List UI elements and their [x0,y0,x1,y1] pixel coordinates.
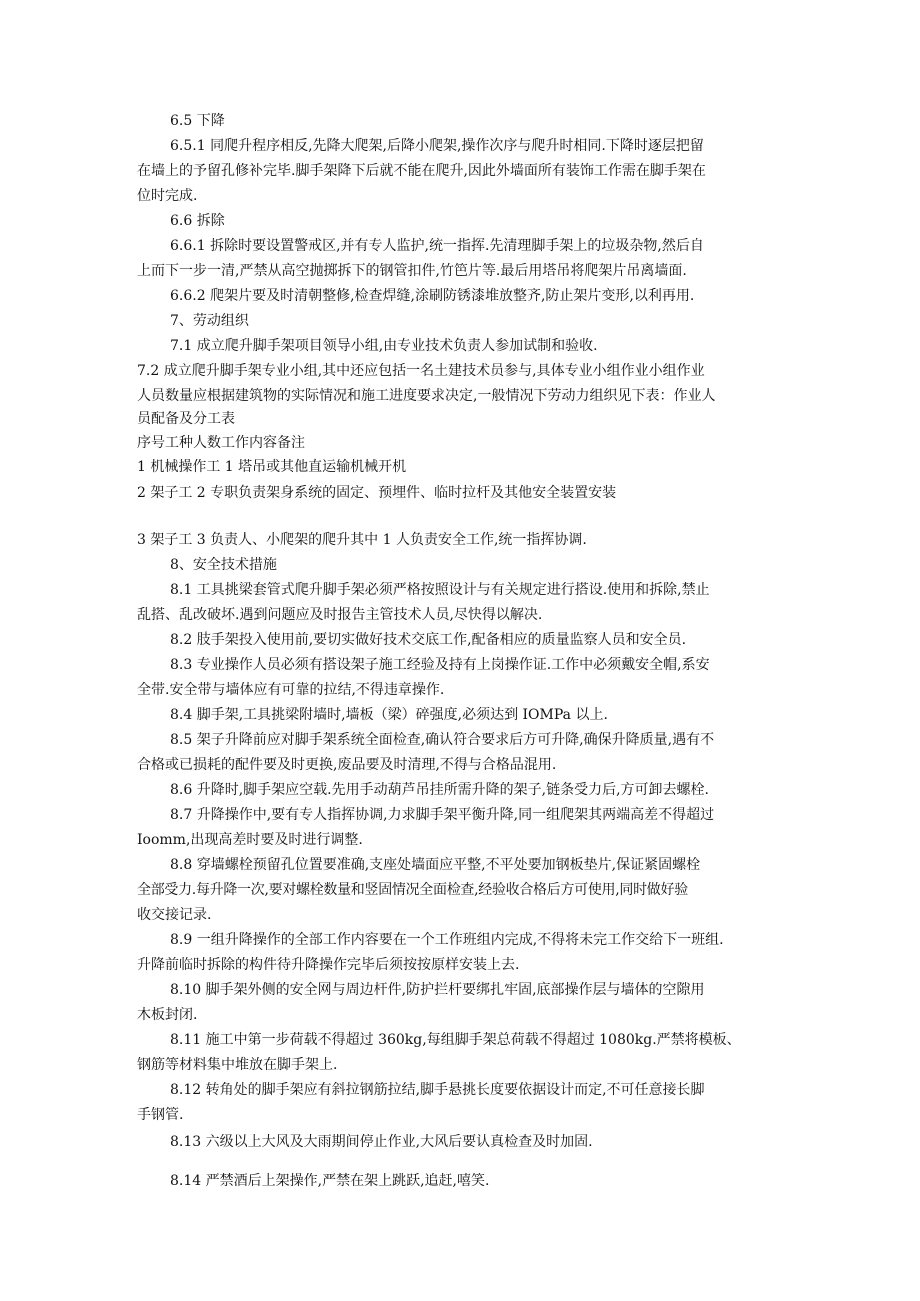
section-heading-7: 7、劳动组织 [170,313,249,329]
section-heading-6-5: 6.5 下降 [170,113,225,129]
paragraph-line: 6.6.1 拆除时要设置警戒区,并有专人监护,统一指挥.先清理脚手架上的垃圾杂物,然后自 [170,238,704,254]
paragraph-line: 8.11 施工中第一步荷载不得超过 360kg,每组脚手架总荷载不得超过 1080kg.严禁将模板、 [170,1032,741,1048]
paragraph-line: 合格或已损耗的配件要及时更换,废品要及时清理,不得与合格品混用. [137,757,557,773]
paragraph-line: Ioomm,出现高差时要及时进行调整. [137,832,363,848]
section-heading-6-6: 6.6 拆除 [170,213,225,229]
paragraph-line: 7.2 成立爬升脚手架专业小组,其中还应包括一名土建技术员参与,具体专业小组作业小组作业 [137,363,705,379]
paragraph-line: 8.12 转角处的脚手架应有斜拉钢筋拉结,脚手悬挑长度要依据设计而定,不可任意接长脚 [170,1082,705,1098]
paragraph-line: 8.4 脚手架,工具挑梁附墙时,墙板（梁）碎强度,必须达到 IOMPa 以上. [170,707,608,723]
paragraph-line: 在墙上的予留孔修补完毕.脚手架降下后就不能在爬升,因此外墙面所有装饰工作需在脚手架在 [137,163,706,179]
paragraph-line: 钢筋等材料集中堆放在脚手架上. [137,1057,338,1073]
paragraph-line: 全带.安全带与墙体应有可靠的拉结,不得违章操作. [137,682,445,698]
table-row: 3 架子工 3 负责人、小爬架的爬升其中 1 人负责安全工作,统一指挥协调. [137,532,587,548]
paragraph-line: 8.5 架子升降前应对脚手架系统全面检查,确认符合要求后方可升降,确保升降质量,遇有不 [170,732,715,748]
paragraph-line: 乱搭、乱改破坏.遇到问题应及时报告主管技术人员,尽快得以解决. [137,607,543,623]
paragraph-line: 升降前临时拆除的构件待升降操作完毕后须按按原样安装上去. [137,957,520,973]
paragraph-line: 8.13 六级以上大风及大雨期间停止作业,大风后要认真检查及时加固. [170,1134,593,1150]
paragraph-line: 手钢管. [137,1107,184,1123]
table-header-line: 序号工种人数工作内容备注 [137,435,305,451]
paragraph-line: 木板封闭. [137,1007,198,1023]
paragraph-line: 8.3 专业操作人员必须有搭设架子施工经验及持有上岗操作证.工作中必须戴安全帽,系安 [170,657,710,673]
paragraph-line: 7.1 成立爬升脚手架项目领导小组,由专业技术负责人参加试制和验收. [170,338,598,354]
paragraph-line: 8.14 严禁酒后上架操作,严禁在架上跳跃,追赶,嘻笑. [170,1173,490,1189]
paragraph-line: 8.8 穿墙螺栓预留孔位置要准确,支座处墙面应平整,不平处要加钢板垫片,保证紧固螺栓 [170,857,701,873]
table-row: 2 架子工 2 专职负责架身系统的固定、预埋件、临时拉杆及其他安全装置安装 [137,485,617,501]
paragraph-line: 8.6 升降时,脚手架应空载.先用手动葫芦吊挂所需升降的架子,链条受力后,方可卸去螺栓. [170,782,709,798]
paragraph-line: 8.7 升降操作中,要有专人指挥协调,力求脚手架平衡升降,同一组爬架其两端高差不得超过 [170,807,715,823]
paragraph-line: 员配备及分工表 [137,411,235,427]
section-heading-8: 8、安全技术措施 [170,557,277,573]
paragraph-line: 8.1 工具挑梁套管式爬升脚手架必须严格按照设计与有关规定进行搭设.使用和拆除,禁止 [170,582,710,598]
paragraph-line: 全部受力.每升降一次,要对螺栓数量和竖固情况全面检查,经验收合格后方可使用,同时做好验 [137,882,688,898]
paragraph-line: 人员数量应根据建筑物的实际情况和施工进度要求决定,一般情况下劳动力组织见下表：作业人 [137,388,716,404]
paragraph-line: 位时完成. [137,188,198,204]
paragraph-line: 上而下一步一清,严禁从高空抛掷拆下的钢管扣件,竹笆片等.最后用塔吊将爬架片吊离墙面. [137,263,687,279]
paragraph-line: 8.9 一组升降操作的全部工作内容要在一个工作班组内完成,不得将未完工作交给下一班组. [170,932,724,948]
paragraph-line: 6.5.1 同爬升程序相反,先降大爬架,后降小爬架,操作次序与爬升时相同.下降时逐层把留 [170,138,704,154]
paragraph-line: 收交接记录. [137,907,212,923]
paragraph-line: 6.6.2 爬架片要及时清朝整修,检查焊缝,涂刷防锈漆堆放整齐,防止架片变形,以利再用. [170,288,695,304]
paragraph-line: 8.10 脚手架外侧的安全网与周边杆件,防护拦杆要绑扎牢固,底部操作层与墙体的空隙用 [170,982,705,998]
table-row: 1 机械操作工 1 塔吊或其他直运输机械开机 [137,459,407,475]
paragraph-line: 8.2 肢手架投入使用前,要切实做好技术交底工作,配备相应的质量监察人员和安全员. [170,632,687,648]
